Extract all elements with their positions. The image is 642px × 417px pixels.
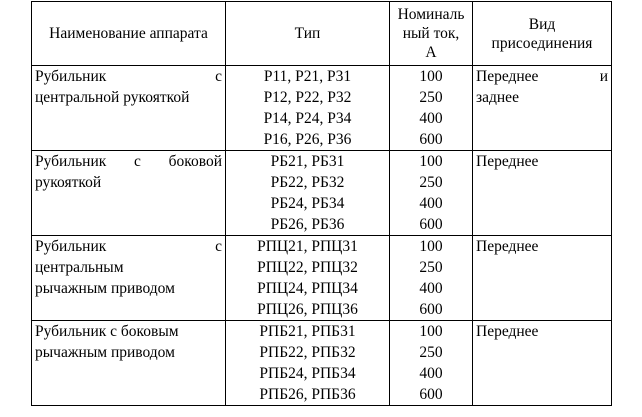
connection-type-cell: [473, 151, 612, 236]
rated-current-cell-line: 600: [419, 131, 443, 148]
device-name-cell-line: Рубильник с: [35, 238, 222, 255]
rated-current-cell-line: 400: [419, 280, 443, 297]
rated-current-cell-line: 100: [419, 68, 443, 85]
header-connection-line: присоединения: [491, 34, 593, 52]
device-type-cell-line: Р14, Р24, Р34: [263, 110, 352, 127]
header-current-line: А: [425, 44, 437, 61]
connection-type-cell-line: заднее: [476, 89, 519, 106]
connection-type-cell: [473, 66, 612, 151]
rated-current-cell-line: 250: [419, 344, 443, 361]
rated-current-cell: [390, 151, 473, 236]
device-type-cell-line: Р11, Р21, Р31: [263, 68, 352, 85]
rated-current-cell-line: 100: [419, 323, 443, 340]
rated-current-cell-line: 600: [419, 216, 443, 233]
device-type-cell-line: РПЦ26, РПЦ36: [257, 301, 358, 318]
connection-type-cell-line: Переднее и: [476, 68, 608, 85]
rated-current-cell: [390, 66, 473, 151]
connection-type-cell: [473, 321, 612, 406]
device-type-cell-line: РБ22, РБ32: [270, 174, 345, 191]
device-type-cell-line: РПБ22, РПБ32: [259, 344, 356, 361]
device-name-cell-line: Рубильник с боковым: [35, 323, 179, 340]
header-current: [390, 2, 473, 66]
device-name-cell: [32, 151, 226, 236]
device-name-cell-line: рычажным приводом: [35, 344, 175, 361]
header-connection: [473, 2, 612, 66]
device-type-cell-line: РПЦ21, РПЦ31: [257, 238, 358, 255]
header-connection-line: Вид: [528, 15, 556, 33]
device-name-cell: [32, 236, 226, 321]
rated-current-cell: [390, 236, 473, 321]
device-name-cell-line: рычажным приводом: [35, 280, 175, 297]
table-row: [32, 321, 612, 406]
rated-current-cell-line: 600: [419, 386, 443, 403]
rated-current-cell-line: 400: [419, 110, 443, 127]
device-type-cell-line: РБ21, РБ31: [270, 153, 345, 170]
header-current-line: Номиналь: [397, 6, 465, 23]
header-current-line: ный ток,: [402, 25, 460, 42]
device-name-cell-line: рукояткой: [35, 174, 102, 191]
rated-current-cell-line: 250: [419, 89, 443, 106]
header-type: Тип: [226, 2, 390, 66]
rated-current-cell-line: 600: [419, 301, 443, 318]
rated-current-cell-line: 250: [419, 174, 443, 191]
device-type-cell-line: РПБ26, РПБ36: [259, 386, 356, 403]
rated-current-cell-line: 100: [419, 238, 443, 255]
device-name-cell: [32, 321, 226, 406]
device-type-cell-line: РПЦ22, РПЦ32: [257, 259, 358, 276]
device-type-cell: [226, 151, 390, 236]
table-row: [32, 151, 612, 236]
device-name-cell-line: центральным: [35, 259, 124, 276]
rated-current-cell-line: 400: [419, 195, 443, 212]
device-type-cell: [226, 236, 390, 321]
rated-current-cell: [390, 321, 473, 406]
device-type-cell-line: РПБ21, РПБ31: [259, 323, 356, 340]
header-name: Наименование аппарата: [32, 2, 226, 66]
device-type-cell: [226, 321, 390, 406]
device-type-cell-line: РПЦ24, РПЦ34: [257, 280, 358, 297]
rated-current-cell-line: 400: [419, 365, 443, 382]
device-name-cell-line: центральной рукояткой: [35, 89, 190, 106]
switch-spec-table: [31, 1, 612, 406]
rated-current-cell-line: 100: [419, 153, 443, 170]
table-row: [32, 236, 612, 321]
rated-current-cell-line: 250: [419, 259, 443, 276]
table-row: [32, 66, 612, 151]
device-name-cell-line: Рубильник с: [35, 68, 222, 85]
device-type-cell-line: РБ26, РБ36: [270, 216, 345, 233]
device-type-cell-line: Р12, Р22, Р32: [263, 89, 352, 106]
table-header-row: [32, 2, 612, 66]
device-name-cell-line: Рубильник с боковой: [35, 153, 222, 170]
device-name-cell: [32, 66, 226, 151]
device-type-cell: [226, 66, 390, 151]
device-type-cell-line: Р16, Р26, Р36: [263, 131, 352, 148]
device-type-cell-line: РПБ24, РПБ34: [259, 365, 356, 382]
connection-type-cell-line: Переднее: [476, 323, 539, 340]
device-type-cell-line: РБ24, РБ34: [270, 195, 345, 212]
connection-type-cell-line: Переднее: [476, 153, 539, 170]
connection-type-cell: [473, 236, 612, 321]
connection-type-cell-line: Переднее: [476, 238, 539, 255]
